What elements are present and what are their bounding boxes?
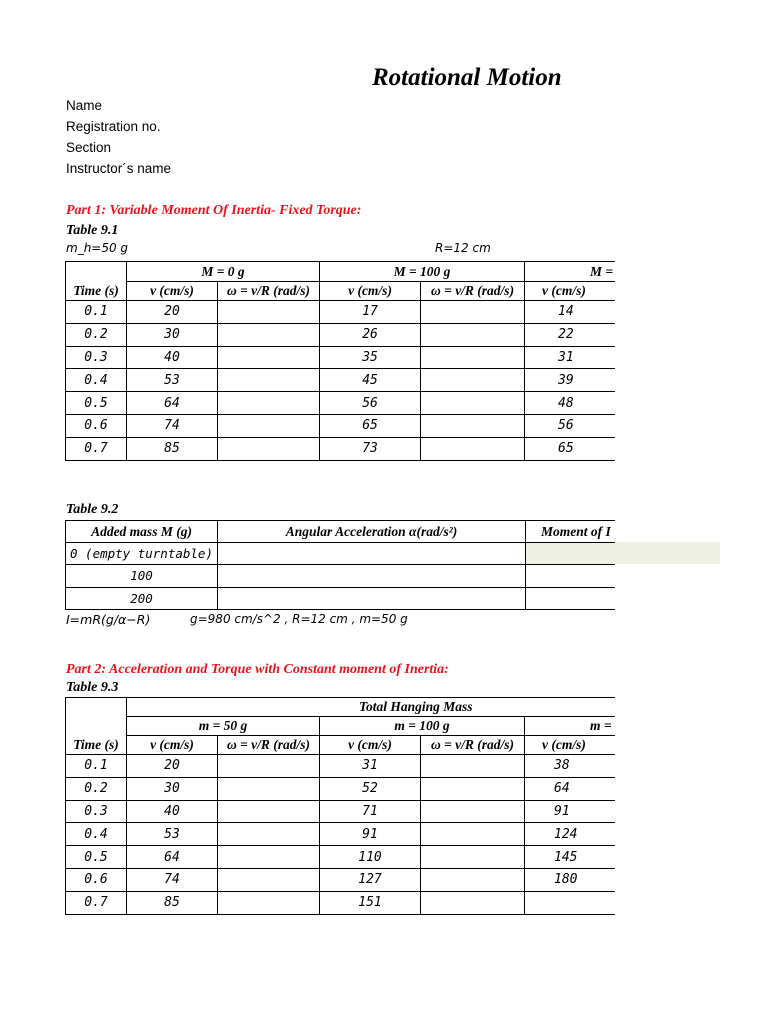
table-cell xyxy=(526,565,616,587)
table-cell: 200 xyxy=(66,587,218,609)
table-9-2 xyxy=(65,520,615,610)
table-cell: 17 xyxy=(320,301,421,324)
table-row xyxy=(66,346,616,369)
instructor-label: Instructor´s name xyxy=(66,161,172,176)
table-cell xyxy=(526,543,616,565)
part2-heading: Part 2: Acceleration and Torque with Constant moment of Inertia: xyxy=(66,662,449,677)
table-row xyxy=(66,891,616,914)
column-header: Time (s) xyxy=(66,736,127,755)
column-header: v (cm/s) xyxy=(320,736,421,755)
table-cell xyxy=(218,777,320,800)
table-cell: 0.1 xyxy=(66,755,127,778)
table-cell: 71 xyxy=(320,800,421,823)
table-cell: 0.6 xyxy=(66,868,127,891)
table-cell: 39 xyxy=(525,369,615,392)
table-9-1 xyxy=(65,261,615,461)
table-cell: 65 xyxy=(320,414,421,437)
table-cell: 40 xyxy=(127,346,218,369)
column-header: Time (s) xyxy=(66,282,127,301)
table-row xyxy=(66,777,616,800)
group-header: m = 100 g xyxy=(320,717,525,736)
table-cell xyxy=(218,868,320,891)
table-cell xyxy=(218,891,320,914)
table-cell xyxy=(218,587,526,609)
table-cell xyxy=(218,800,320,823)
table-cell: 0.7 xyxy=(66,891,127,914)
table-cell: 48 xyxy=(525,392,615,415)
table-row xyxy=(66,301,616,324)
group-header: M = xyxy=(525,262,615,282)
table-cell: 180 xyxy=(525,868,616,891)
table-cell xyxy=(421,323,525,346)
table-cell xyxy=(218,392,320,415)
table-cell: 0.7 xyxy=(66,437,127,460)
table-cell xyxy=(218,346,320,369)
table-cell: 38 xyxy=(525,755,616,778)
table-cell: 91 xyxy=(525,800,616,823)
group-header: M = 100 g xyxy=(320,262,525,282)
table-cell xyxy=(421,369,525,392)
table-cell xyxy=(421,868,525,891)
table-row xyxy=(66,414,616,437)
table-cell: 20 xyxy=(127,301,218,324)
group-header: M = 0 g xyxy=(127,262,320,282)
table-cell xyxy=(218,323,320,346)
highlight-cell-extension xyxy=(614,542,720,564)
table-row xyxy=(66,543,616,565)
table-cell: 45 xyxy=(320,369,421,392)
table-cell: 53 xyxy=(127,369,218,392)
table-row xyxy=(66,587,616,609)
table-row xyxy=(66,868,616,891)
table-row xyxy=(66,437,616,460)
column-header: Added mass M (g) xyxy=(66,521,218,543)
table-9-3-label: Table 9.3 xyxy=(66,680,119,695)
table-cell: 56 xyxy=(525,414,615,437)
table-cell: 145 xyxy=(525,846,616,869)
table-row xyxy=(66,369,616,392)
table-cell: 64 xyxy=(525,777,616,800)
radius-note: R=12 cm xyxy=(435,241,491,255)
corner-cell xyxy=(66,698,127,736)
table-cell xyxy=(525,891,616,914)
column-header: Angular Acceleration α(rad/s²) xyxy=(218,521,526,543)
table-cell: 73 xyxy=(320,437,421,460)
table-cell: 40 xyxy=(127,800,218,823)
table-cell: 64 xyxy=(127,392,218,415)
column-header: Moment of I xyxy=(526,521,616,543)
part1-heading: Part 1: Variable Moment Of Inertia- Fixed Torque: xyxy=(66,203,362,218)
table-cell: 100 xyxy=(66,565,218,587)
table-cell: 65 xyxy=(525,437,615,460)
name-label: Name xyxy=(66,98,103,113)
table-cell xyxy=(421,414,525,437)
table-cell: 30 xyxy=(127,777,218,800)
table-cell: 14 xyxy=(525,301,615,324)
table-cell xyxy=(421,846,525,869)
table-cell: 30 xyxy=(127,323,218,346)
table-cell xyxy=(421,755,525,778)
table-cell: 127 xyxy=(320,868,421,891)
registration-label: Registration no. xyxy=(66,119,161,134)
table-cell: 74 xyxy=(127,868,218,891)
table-9-1-label: Table 9.1 xyxy=(66,223,119,238)
table-cell: 0.1 xyxy=(66,301,127,324)
table-row xyxy=(66,846,616,869)
group-header: m = xyxy=(525,717,616,736)
table-cell: 35 xyxy=(320,346,421,369)
table-cell xyxy=(218,846,320,869)
table-row xyxy=(66,392,616,415)
table-cell xyxy=(218,755,320,778)
column-header: v (cm/s) xyxy=(525,736,616,755)
table-cell: 56 xyxy=(320,392,421,415)
group-header: m = 50 g xyxy=(127,717,320,736)
table-cell: 124 xyxy=(525,823,616,846)
hanging-mass-note: m_h=50 g xyxy=(66,241,129,255)
column-header: ω = v/R (rad/s) xyxy=(421,282,525,301)
table-cell: 20 xyxy=(127,755,218,778)
table-cell xyxy=(421,891,525,914)
table-cell: 0.5 xyxy=(66,846,127,869)
table-cell xyxy=(421,301,525,324)
table-cell: 0.4 xyxy=(66,369,127,392)
table-cell: 52 xyxy=(320,777,421,800)
section-label: Section xyxy=(66,140,112,155)
table-cell: 31 xyxy=(525,346,615,369)
table-cell xyxy=(218,565,526,587)
column-header: ω = v/R (rad/s) xyxy=(218,736,320,755)
table-row xyxy=(66,323,616,346)
table-cell: 0 (empty turntable) xyxy=(66,543,218,565)
table-cell: 64 xyxy=(127,846,218,869)
table-cell: 85 xyxy=(127,437,218,460)
column-header: ω = v/R (rad/s) xyxy=(421,736,525,755)
column-header: ω = v/R (rad/s) xyxy=(218,282,320,301)
table-cell: 74 xyxy=(127,414,218,437)
table-cell: 0.2 xyxy=(66,323,127,346)
table-cell: 31 xyxy=(320,755,421,778)
column-header: v (cm/s) xyxy=(127,282,218,301)
table-cell xyxy=(218,543,526,565)
table-cell xyxy=(421,800,525,823)
table-cell: 91 xyxy=(320,823,421,846)
table-9-3 xyxy=(65,697,615,915)
table-cell xyxy=(218,823,320,846)
super-header: Total Hanging Mass xyxy=(127,698,616,717)
table-cell: 0.3 xyxy=(66,800,127,823)
column-header: v (cm/s) xyxy=(525,282,615,301)
table-cell xyxy=(218,437,320,460)
table-cell: 151 xyxy=(320,891,421,914)
table-cell: 0.6 xyxy=(66,414,127,437)
table-cell xyxy=(218,414,320,437)
table-cell: 0.2 xyxy=(66,777,127,800)
table-row xyxy=(66,823,616,846)
table-cell xyxy=(421,823,525,846)
column-header: v (cm/s) xyxy=(320,282,421,301)
table-cell: 22 xyxy=(525,323,615,346)
constants-note: g=980 cm/s^2 , R=12 cm , m=50 g xyxy=(190,612,408,626)
table-cell xyxy=(218,369,320,392)
table-cell xyxy=(218,301,320,324)
table-cell xyxy=(421,437,525,460)
table-row xyxy=(66,565,616,587)
table-cell: 110 xyxy=(320,846,421,869)
inertia-formula: I=mR(g/α−R) xyxy=(66,612,151,627)
column-header: v (cm/s) xyxy=(127,736,218,755)
table-cell: 0.4 xyxy=(66,823,127,846)
table-9-2-label: Table 9.2 xyxy=(66,502,119,517)
table-cell: 26 xyxy=(320,323,421,346)
table-row xyxy=(66,800,616,823)
table-row xyxy=(66,755,616,778)
page-title: Rotational Motion xyxy=(372,64,562,91)
table-cell: 0.3 xyxy=(66,346,127,369)
table-cell: 53 xyxy=(127,823,218,846)
table-cell: 0.5 xyxy=(66,392,127,415)
table-cell xyxy=(421,392,525,415)
corner-cell xyxy=(66,262,127,282)
table-cell xyxy=(526,587,616,609)
table-cell xyxy=(421,777,525,800)
table-cell xyxy=(421,346,525,369)
table-cell: 85 xyxy=(127,891,218,914)
